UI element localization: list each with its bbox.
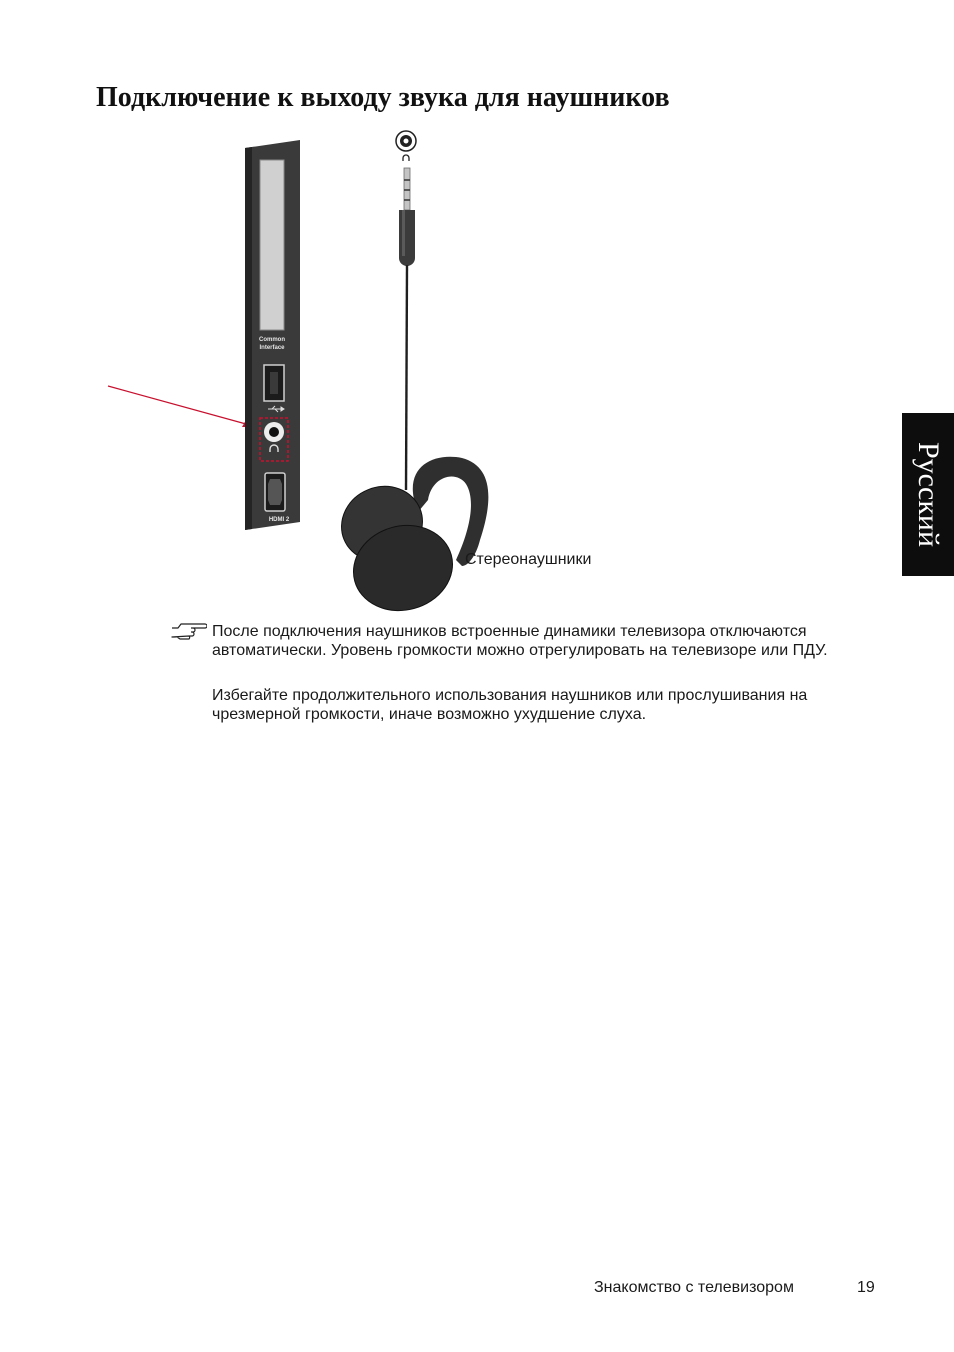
language-tab-label: Русский [912, 442, 945, 547]
stereo-headphones [330, 457, 488, 620]
headphone-connection-diagram [0, 120, 640, 620]
jack-symbol [396, 131, 416, 161]
headphone-icon [403, 155, 409, 161]
headphone-plug [399, 168, 415, 490]
tv-side-panel [245, 140, 300, 530]
common-interface-label: Common [259, 337, 285, 343]
pointer-arrow [108, 386, 255, 427]
headphone-cable [406, 265, 407, 490]
hdmi-label: HDMI 2 [268, 517, 290, 523]
warning-paragraph: Избегайте продолжительного использования наушников или прослушивания на чрезмерной громкости, иначе возможно ухудшение слуха. [212, 687, 808, 723]
headphones-caption: Стереонаушники [465, 551, 592, 568]
common-interface-slot [260, 160, 284, 330]
page-title: Подключение к выходу звука для наушников [96, 82, 670, 113]
note-paragraph: После подключения наушников встроенные динамики телевизора отключаются автоматически. Уровень громкости можно отрегулировать на телевизоре или ПДУ. [212, 623, 828, 659]
page-number: 19 [857, 1279, 875, 1296]
pointing-hand-icon [171, 622, 207, 640]
footer-section-title: Знакомство с телевизором [594, 1279, 794, 1296]
language-tab [902, 413, 954, 576]
common-interface-label-2: Interface [259, 345, 285, 351]
